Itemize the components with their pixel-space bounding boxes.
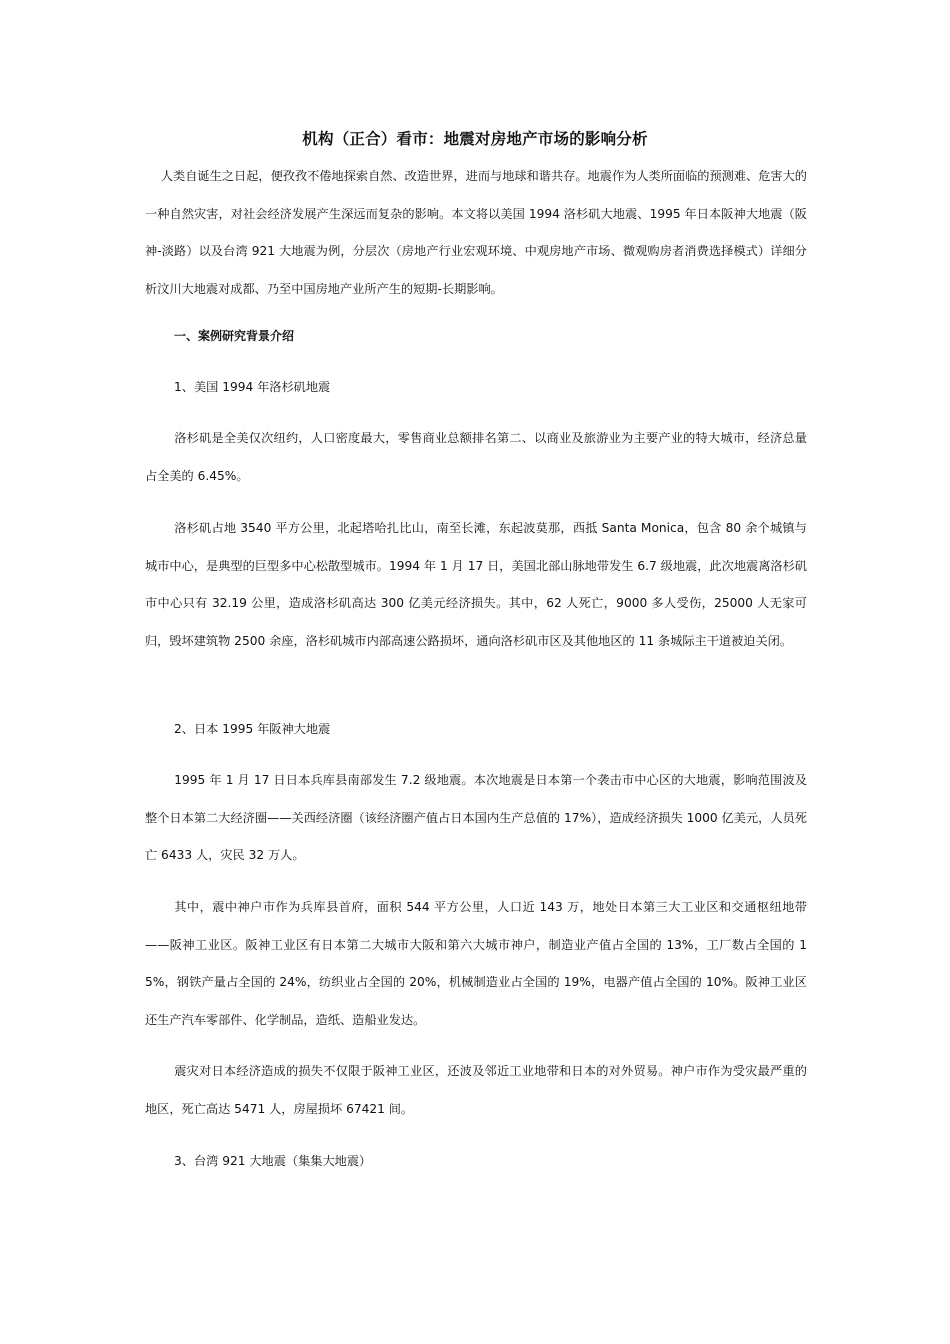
document-title: 机构（正合）看市：地震对房地产市场的影响分析 (302, 130, 648, 148)
case3-heading: 3、台湾 921 大地震（集集大地震） (174, 1154, 372, 1168)
case2-paragraph-1: 1995 年 1 月 17 日日本兵库县南部发生 7.2 级地震。本次地震是日本第一个袭击市中心区的大地震，影响范围波及整个日本第二大经济圈——关西经济圈（该经济圈产值占日本国内生产总值的 17%），造成经济损失 1000 亿美元，人员死亡 6433 人，灾民 32 万人。 (145, 773, 807, 862)
case2-paragraph-3: 震灾对日本经济造成的损失不仅限于阪神工业区，还波及邻近工业地带和日本的对外贸易。神户市作为受灾最严重的地区，死亡高达 5471 人，房屋损坏 67421 间。 (145, 1064, 807, 1116)
case1-paragraph-1: 洛杉矶是全美仅次纽约，人口密度最大，零售商业总额排名第二、以商业及旅游业为主要产业的特大城市，经济总量占全美的 6.45%。 (145, 431, 807, 483)
case1-paragraph-2: 洛杉矶占地 3540 平方公里，北起塔哈扎比山，南至长滩，东起波莫那，西抵 Santa Monica，包含 80 余个城镇与城市中心，是典型的巨型多中心松散型城市。1994 年 1 月 17 日，美国北部山脉地带发生 6.7 级地震，此次地震离洛杉矶市中心只有 32.19 公里，造成洛杉矶高达 300 亿美元经济损失。其中，62 人死亡，9000 多人受伤，25000 人无家可归，毁坏建筑物 2500 余座，洛杉矶城市内部高速公路损坏，通向洛杉矶市区及其他地区的 11 条城际主干道被迫关闭。 (145, 521, 807, 648)
intro-paragraph: 人类自诞生之日起，便孜孜不倦地探索自然、改造世界，进而与地球和谐共存。地震作为人类所面临的预测难、危害大的一种自然灾害，对社会经济发展产生深远而复杂的影响。本文将以美国 1994 洛杉矶大地震、1995 年日本阪神大地震（阪神-淡路）以及台湾 921 大地震为例，分层次（房地产行业宏观环境、中观房地产市场、微观购房者消费选择模式）详细分析汶川大地震对成都、乃至中国房地产业所产生的短期-长期影响。 (145, 169, 807, 296)
case1-heading: 1、美国 1994 年洛杉矶地震 (174, 380, 331, 394)
case2-heading: 2、日本 1995 年阪神大地震 (174, 722, 331, 736)
case2-paragraph-2: 其中，震中神户市作为兵库县首府，面积 544 平方公里，人口近 143 万，地处日本第三大工业区和交通枢纽地带——阪神工业区。阪神工业区有日本第二大城市大阪和第六大城市神户，制造业产值占全国的 13%，工厂数占全国的 15%，钢铁产量占全国的 24%，纺织业占全国的 20%，机械制造业占全国的 19%，电器产值占全国的 10%。阪神工业区还生产汽车零部件、化学制品，造纸、造船业发达。 (145, 900, 807, 1027)
section-heading: 一、案例研究背景介绍 (174, 329, 295, 343)
